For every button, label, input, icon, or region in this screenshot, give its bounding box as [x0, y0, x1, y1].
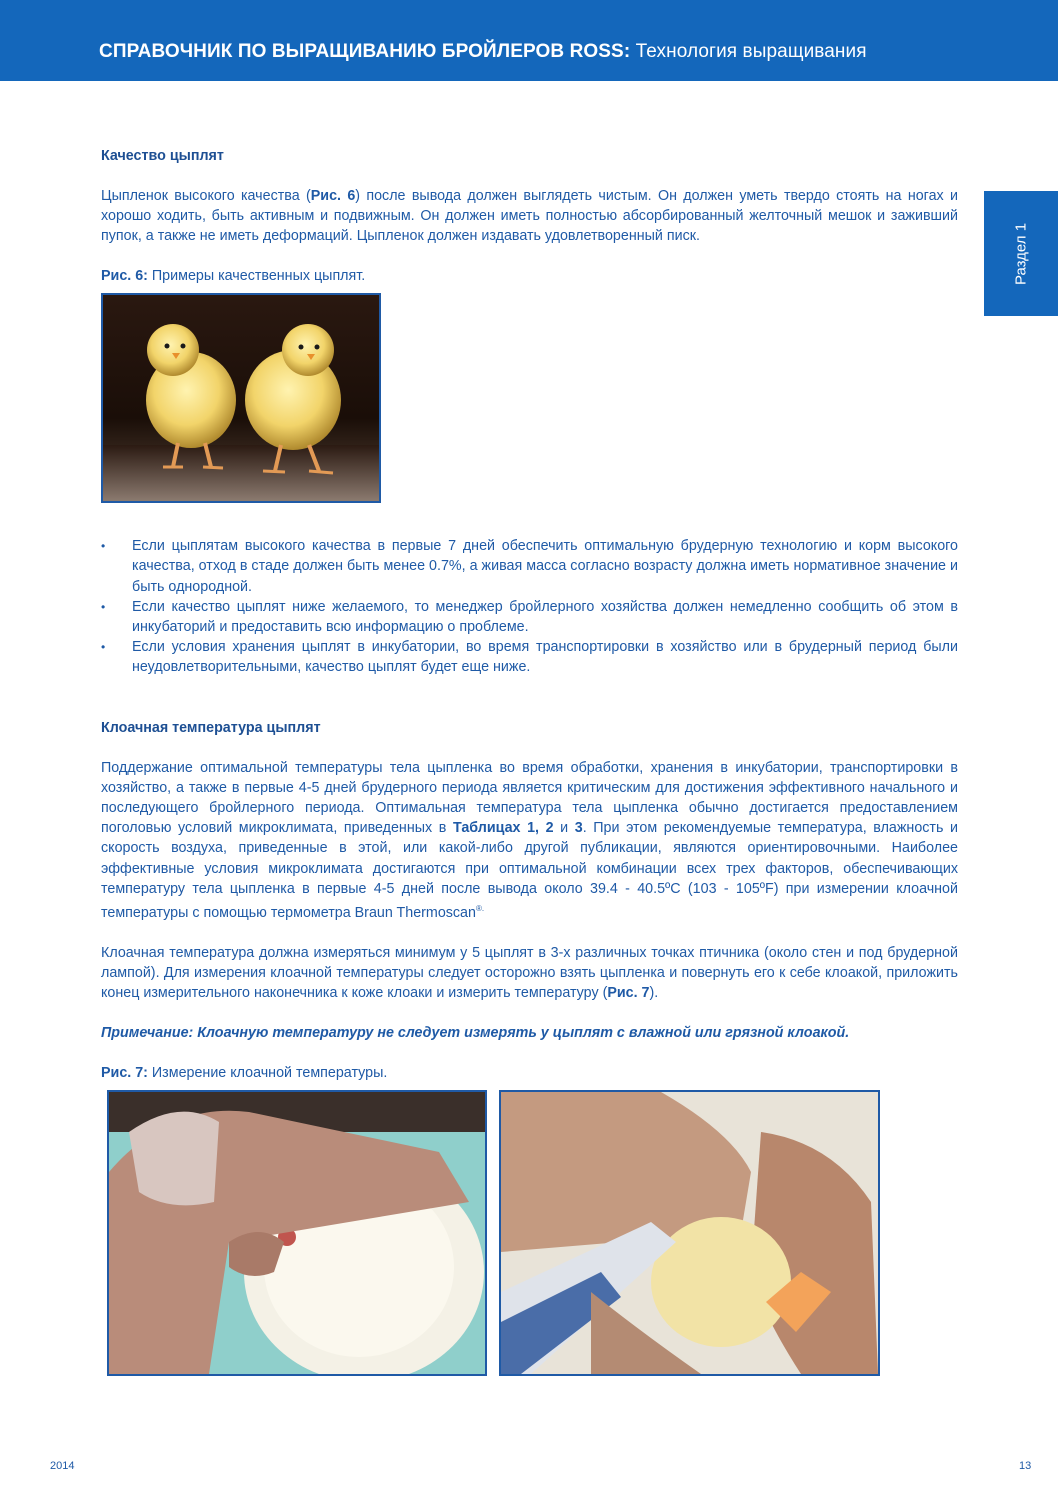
text-run: ) после вывода должен выглядеть чистым. Он должен уметь твердо стоять на ногах и хорошо ходить, быть активным и подвижным. Он должен иметь полностью абсорбированный желточный мешок и заживший пупок, а также не иметь деформаций. Цыпленок должен издавать удовлетворенный писк.	[101, 188, 958, 245]
header-text	[99, 41, 867, 63]
text-run: Поддержание оптимальной температуры тела цыпленка во время обработки, хранения в инкубатории, транспортировки в хозяйство, а также в первые 4-5 дней брудерного периода является критическим для достижения эффективного начального и последующего бройлерного периода. Оптимальная температура тела цыпленка обычно достигается предоставлением поголовью условий микроклимата, приведенных в	[101, 760, 958, 837]
figure-caption-text: Примеры качественных цыплят.	[147, 268, 366, 285]
figure-label: Рис. 6:	[101, 268, 148, 285]
cloacal-temperature-paragraph-2	[101, 943, 958, 1003]
section-title-chick-quality: Качество цыплят	[101, 148, 224, 164]
figure-ref: Рис. 7	[607, 984, 650, 1001]
text-run: . При этом рекомендуемые температура, влажность и скорость воздуха, приведенные в этой, или какой-либо другой публикации, являются ориентировочными. Наиболее эффективные условия микроклимата достигаются при оптимальной комбинации всех трех факторов, обеспечивающих температуру тела цыпленка в первые 4-5 дней после вывода около 39.4 - 40.5ºC (103 - 105ºF) при измерении клоачной температуры с помощью термометра Braun Thermoscan	[101, 820, 958, 921]
section-title-cloacal-temperature: Клоачная температура цыплят	[101, 720, 321, 737]
side-tab-label: Раздел 1	[1012, 222, 1030, 285]
photo-two-chicks	[101, 293, 381, 503]
figure-ref: Рис. 6	[310, 188, 356, 204]
cloaca-closeup-illustration	[109, 1092, 485, 1374]
page-content	[101, 146, 958, 1378]
page-header	[0, 0, 1058, 81]
header-subtitle: Технология выращивания	[635, 41, 867, 62]
thermometer-illustration	[501, 1092, 878, 1374]
text-run: Клоачная температура должна измеряться минимум у 5 цыплят в 3-х различных точках птичника (около стен и под брудерной лампой). Для измерения клоачной температуры следует осторожно взять цыпленка и повернуть его к себе клоакой, приложить конец измерительного наконечника к коже клоаки и измерить температуру (	[101, 944, 958, 1001]
chicks-illustration	[103, 295, 379, 501]
chick-quality-paragraph	[101, 186, 958, 246]
table-ref: Таблицах 1, 2	[452, 820, 554, 837]
note-paragraph: Примечание: Клоачную температуру не следует измерять у цыплят с влажной или грязной клоакой.	[101, 1024, 850, 1041]
figure-6-caption	[101, 266, 958, 286]
figure-caption-text: Измерение клоачной температуры.	[147, 1064, 388, 1081]
text-run: Цыпленок высокого качества (	[101, 188, 311, 204]
section-side-tab	[984, 191, 1058, 316]
photo-thermometer-measurement	[499, 1090, 880, 1376]
figure-7-caption	[101, 1063, 958, 1083]
footer-page-number: 13	[1019, 1460, 1032, 1472]
text-run: ).	[649, 984, 659, 1001]
header-title: СПРАВОЧНИК ПО ВЫРАЩИВАНИЮ БРОЙЛЕРОВ ROSS:	[99, 41, 631, 62]
bullet-item: • Если качество цыплят ниже желаемого, то менеджер бройлерного хозяйства должен немедленно сообщить об этом в инкубаторий и предоставить всю информацию о проблеме.	[101, 597, 958, 637]
table-ref: 3	[574, 820, 583, 837]
chick-quality-bullets	[101, 536, 958, 677]
cloacal-temperature-paragraph-1	[101, 758, 958, 923]
text-run: и	[553, 820, 575, 837]
bullet-item: • Если цыплятам высокого качества в первые 7 дней обеспечить оптимальную брудерную технологию и корм высокого качества, отход в стаде должен быть менее 0.7%, а живая масса согласно возрасту должна иметь нормативное значение и быть однородной.	[101, 536, 958, 596]
footer-year: 2014	[50, 1460, 75, 1472]
figure-7-photos	[101, 1090, 958, 1378]
figure-label: Рис. 7:	[101, 1064, 148, 1081]
bullet-item: • Если условия хранения цыплят в инкубатории, во время транспортировки в хозяйство или в брудерный период были неудовлетворительными, качество цыплят будет еще ниже.	[101, 637, 958, 677]
superscript: ®.	[475, 903, 485, 913]
photo-chick-cloaca-closeup	[107, 1090, 487, 1376]
